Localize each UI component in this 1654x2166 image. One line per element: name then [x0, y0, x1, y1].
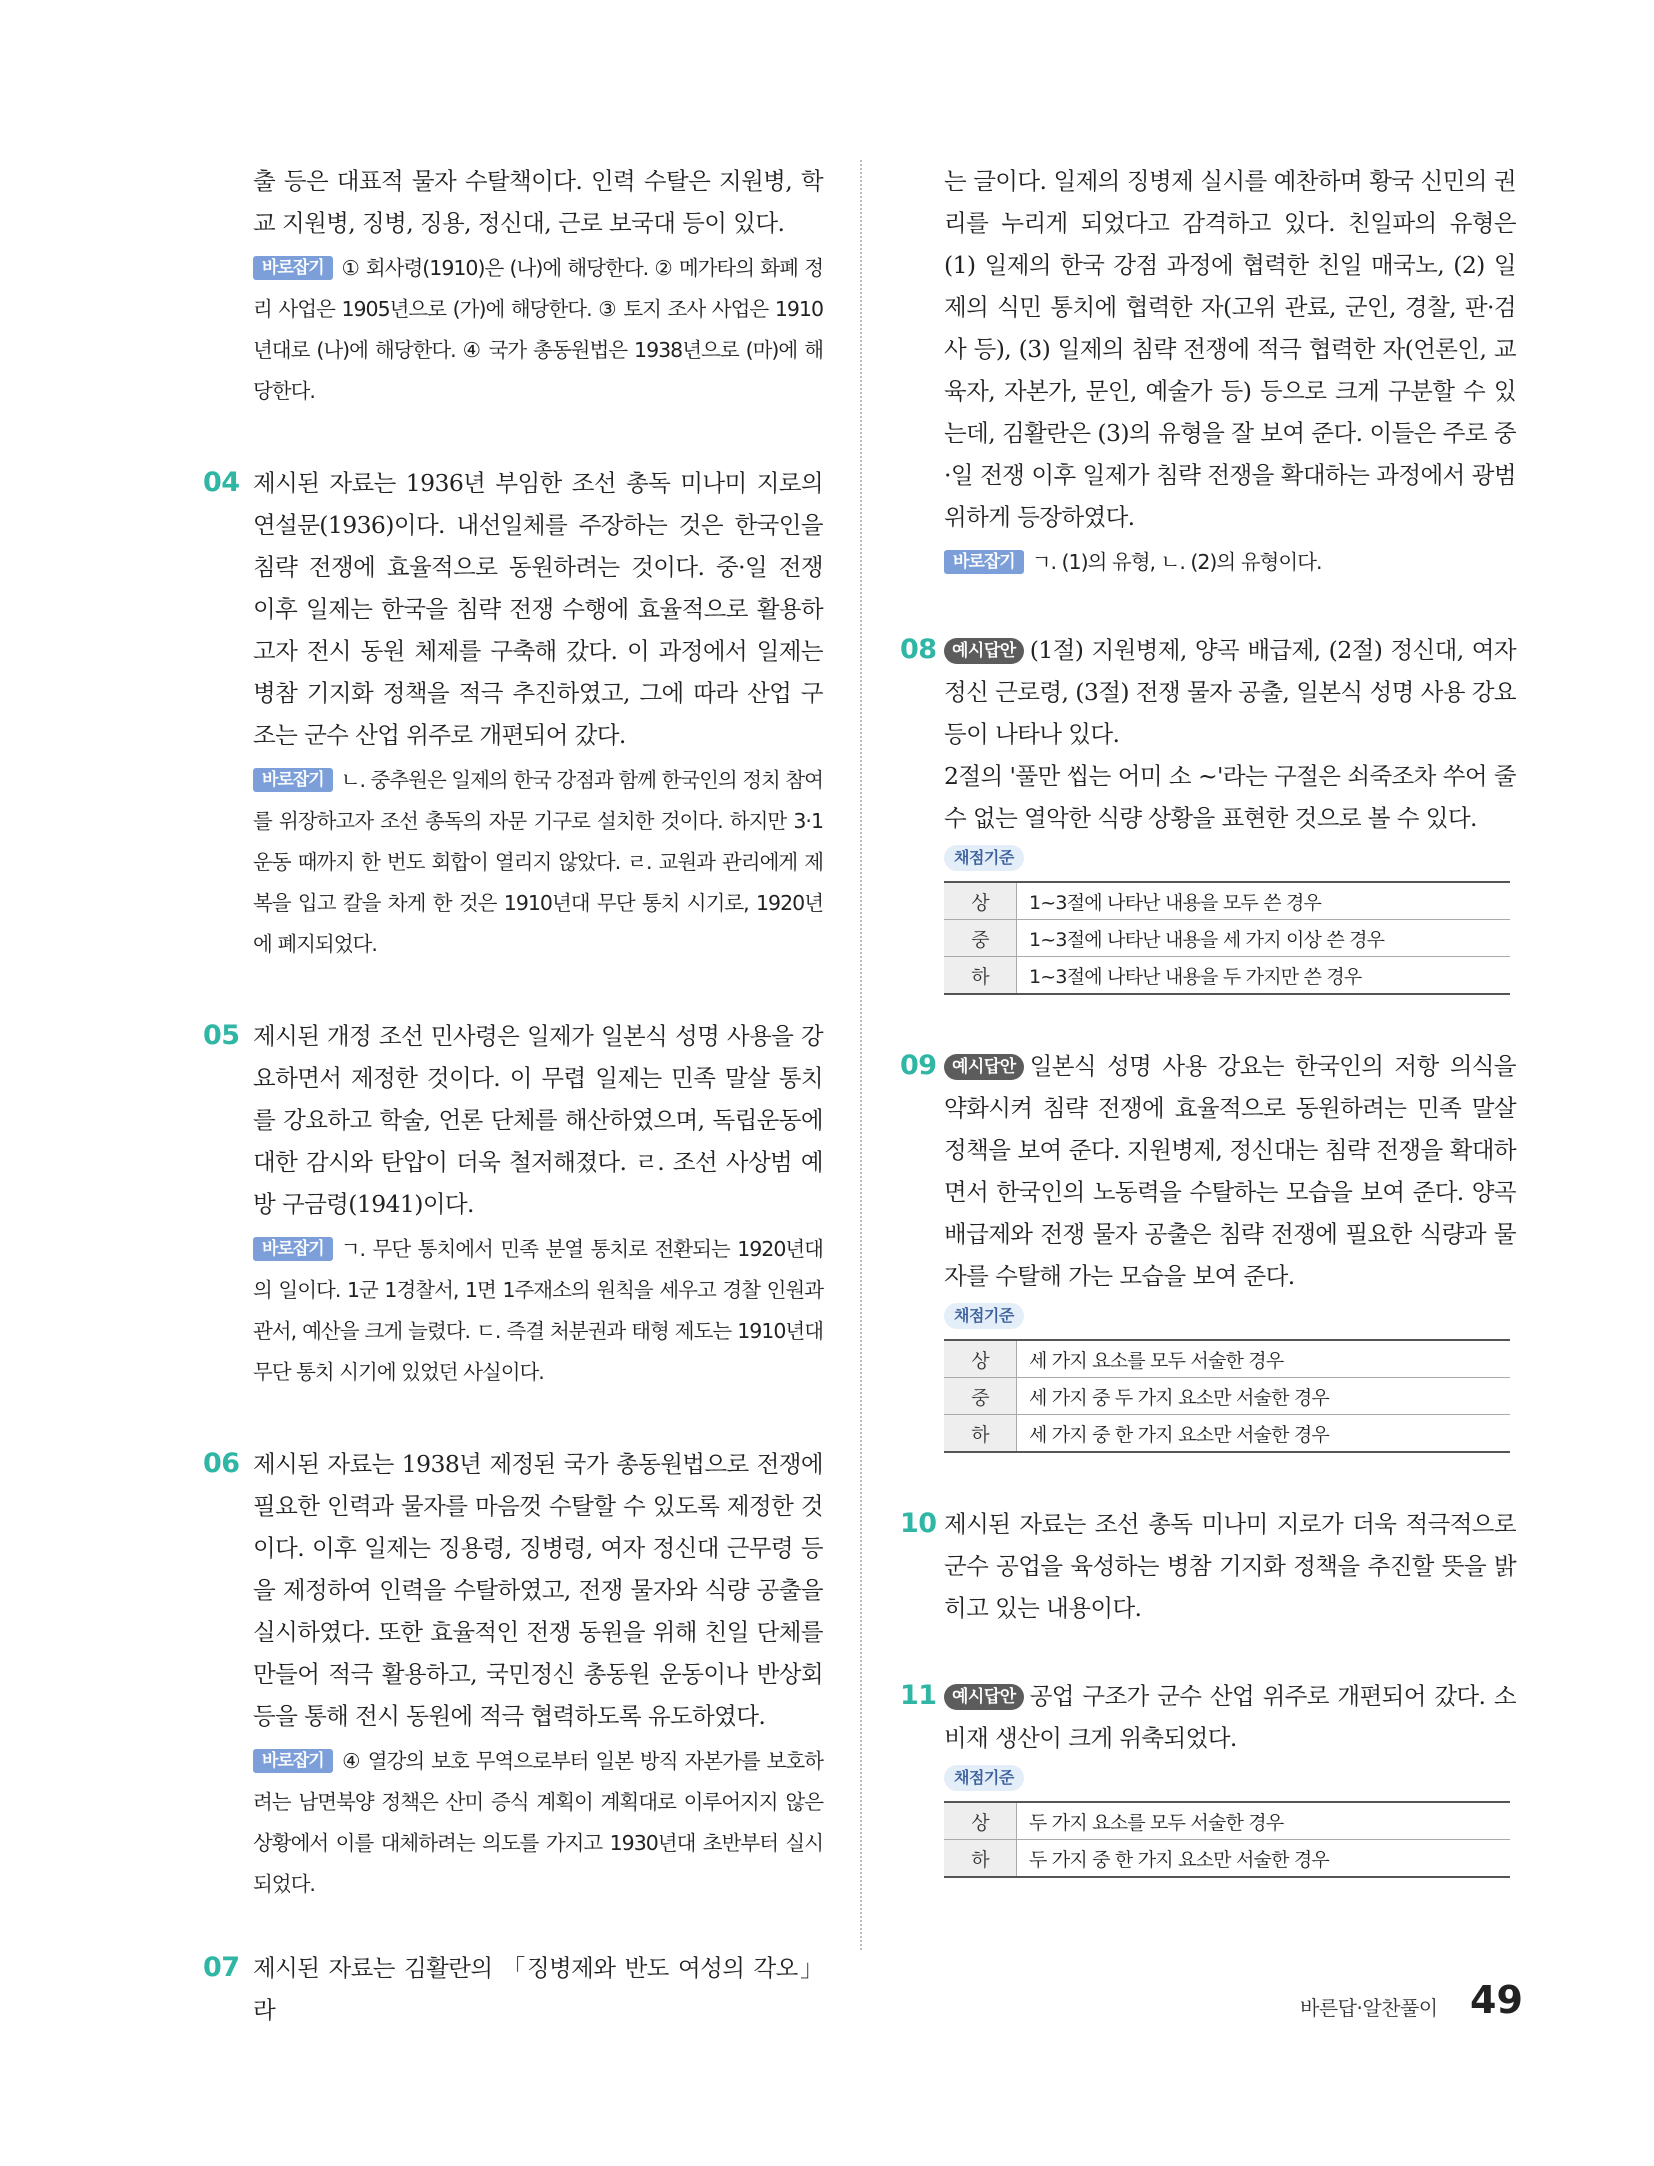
question-number: 05 — [203, 1020, 240, 1051]
question-correction — [253, 1741, 823, 1905]
sample-answer-tag: 예시답안 — [944, 638, 1024, 664]
question-number: 10 — [900, 1508, 937, 1539]
table-row — [944, 882, 1510, 920]
criteria-level: 상 — [944, 882, 1017, 920]
question-09 — [900, 1045, 1516, 1453]
sample-answer-tag: 예시답안 — [944, 1054, 1024, 1080]
criteria-desc: 1~3절에 나타난 내용을 모두 쓴 경우 — [1029, 891, 1322, 914]
table-row — [944, 1378, 1510, 1415]
criteria-level: 하 — [944, 1840, 1017, 1878]
answer-explanation: 2절의 '풀만 씹는 어미 소 ~'라는 구절은 쇠죽조차 쑤어 줄 수 없는 열악한 식량 상황을 표현한 것으로 볼 수 있다. — [944, 762, 1516, 832]
criteria-desc: 두 가지 요소를 모두 서술한 경우 — [1029, 1811, 1284, 1834]
criteria-desc: 세 가지 요소를 모두 서술한 경우 — [1029, 1349, 1284, 1372]
question-body: 제시된 개정 조선 민사령은 일제가 일본식 성명 사용을 강요하면서 제정한 것이다. 이 무렵 일제는 민족 말살 통치를 강요하고 학술, 언론 단체를 해산하였으며, 독립운동에 대한 감시와 탄압이 더욱 철저해졌다. ㄹ. 조선 사상범 예방 구금령(1941)이다. — [253, 1022, 823, 1218]
table-row — [944, 1340, 1510, 1378]
criteria-desc: 1~3절에 나타난 내용을 세 가지 이상 쓴 경우 — [1017, 920, 1511, 957]
scoring-criteria-table — [944, 1339, 1510, 1453]
question-answer — [944, 1045, 1516, 1297]
question-10 — [900, 1503, 1516, 1629]
question-answer — [944, 1675, 1516, 1759]
correction-text: ㄱ. 무단 통치에서 민족 분열 통치로 전환되는 1920년대의 일이다. 1군 1경찰서, 1면 1주재소의 원칙을 세우고 경찰 인원과 관서, 예산을 크게 늘렸다. ㄷ. 즉결 처분권과 태형 제도는 1910년대 무단 통치 시기에 있었던 사실이다. — [253, 1237, 823, 1384]
correction-tag: 바로잡기 — [253, 256, 333, 280]
correction-text: ① 회사령(1910)은 (나)에 해당한다. ② 메가타의 화폐 정리 사업은 1905년으로 (가)에 해당한다. ③ 토지 조사 사업은 1910년대로 (나)에 해당한다. ④ 국가 총동원법은 1938년으로 (마)에 해당한다. — [253, 256, 823, 403]
question-number: 07 — [203, 1952, 240, 1983]
question-06 — [203, 1443, 823, 1905]
answer-text: (1절) 지원병제, 양곡 배급제, (2절) 정신대, 여자 정신 근로령, (3절) 전쟁 물자 공출, 일본식 성명 사용 강요 등이 나타나 있다. — [944, 636, 1516, 748]
question-body: 제시된 자료는 1938년 제정된 국가 총동원법으로 전쟁에 필요한 인력과 물자를 마음껏 수탈할 수 있도록 제정한 것이다. 이후 일제는 징용령, 징병령, 여자 정신대 근무령 등을 제정하여 인력을 수탈하였고, 전쟁 물자와 식량 공출을 실시하였다. 또한 효율적인 전쟁 동원을 위해 친일 단체를 만들어 적극 활용하고, 국민정신 총동원 운동이나 반상회 등을 통해 전시 동원에 적극 협력하도록 유도하였다. — [253, 1450, 823, 1730]
criteria-level: 상 — [944, 1802, 1017, 1840]
question-number: 09 — [900, 1050, 937, 1081]
criteria-desc: 세 가지 중 한 가지 요소만 서술한 경우 — [1017, 1415, 1511, 1453]
criteria-level: 중 — [944, 920, 1017, 957]
criteria-level: 상 — [944, 1340, 1017, 1378]
question-number: 11 — [900, 1680, 937, 1711]
correction-text: ㄱ. (1)의 유형, ㄴ. (2)의 유형이다. — [1031, 550, 1322, 574]
question-body: 제시된 자료는 1936년 부임한 조선 총독 미나미 지로의 연설문(1936)이다. 내선일체를 주장하는 것은 한국인을 침략 전쟁에 효율적으로 동원하려는 것이다. 중·일 전쟁 이후 일제는 한국을 침략 전쟁 수행에 효율적으로 활용하고자 전시 동원 체제를 구축해 갔다. 이 과정에서 일제는 병참 기지화 정책을 적극 추진하였고, 그에 따라 산업 구조는 군수 산업 위주로 개편되어 갔다. — [253, 469, 823, 749]
scoring-criteria-tag: 채점기준 — [944, 1303, 1024, 1329]
question-correction — [253, 760, 823, 965]
question-11 — [900, 1675, 1516, 1878]
scoring-criteria-table — [944, 1801, 1510, 1878]
question-07-continuation — [944, 160, 1516, 583]
question-correction — [253, 1229, 823, 1393]
correction-text: ④ 열강의 보호 무역으로부터 일본 방직 자본가를 보호하려는 남면북양 정책은 산미 증식 계획이 계획대로 이루어지지 않은 상황에서 이를 대체하려는 의도를 가지고 1930년대 초반부터 실시되었다. — [253, 1749, 823, 1896]
intro-body: 출 등은 대표적 물자 수탈책이다. 인력 수탈은 지원병, 학교 지원병, 징병, 징용, 정신대, 근로 보국대 등이 있다. — [253, 167, 823, 237]
question-05 — [203, 1015, 823, 1393]
table-row — [944, 1840, 1510, 1878]
table-row — [944, 1415, 1510, 1453]
column-divider — [860, 160, 862, 1950]
footer-book-label: 바른답·알찬풀이 — [1300, 1996, 1438, 2020]
question-correction — [944, 542, 1516, 583]
question-04 — [203, 462, 823, 965]
correction-text: ㄴ. 중추원은 일제의 한국 강점과 함께 한국인의 정치 참여를 위장하고자 조선 총독의 자문 기구로 설치한 것이다. 하지만 3·1 운동 때까지 한 번도 회합이 열리지 않았다. ㄹ. 교원과 관리에게 제복을 입고 칼을 차게 한 것은 1910년대 무단 통치 시기로, 1920년에 폐지되었다. — [253, 768, 823, 956]
criteria-level: 하 — [944, 1415, 1017, 1453]
question-08 — [900, 629, 1516, 995]
question-number: 08 — [900, 634, 937, 665]
correction-tag: 바로잡기 — [944, 550, 1024, 574]
answer-text: 공업 구조가 군수 산업 위주로 개편되어 갔다. 소비재 생산이 크게 위축되었다. — [944, 1682, 1516, 1752]
right-column — [900, 160, 1516, 1878]
intro-continuation — [253, 160, 823, 412]
question-number: 06 — [203, 1448, 240, 1479]
question-number: 04 — [203, 467, 240, 498]
criteria-desc: 두 가지 중 한 가지 요소만 서술한 경우 — [1017, 1840, 1511, 1878]
intro-correction — [253, 248, 823, 412]
correction-tag: 바로잡기 — [253, 768, 333, 792]
left-column — [203, 160, 823, 2031]
scoring-criteria-tag: 채점기준 — [944, 845, 1024, 871]
criteria-desc: 세 가지 중 두 가지 요소만 서술한 경우 — [1017, 1378, 1511, 1415]
criteria-level: 하 — [944, 957, 1017, 995]
page-number: 49 — [1470, 1978, 1523, 2022]
question-07 — [203, 1947, 823, 2031]
question-body: 는 글이다. 일제의 징병제 실시를 예찬하며 황국 신민의 권리를 누리게 되었다고 감격하고 있다. 친일파의 유형은 (1) 일제의 한국 강점 과정에 협력한 친일 매국노, (2) 일제의 식민 통치에 협력한 자(고위 관료, 군인, 경찰, 판·검사 등), (3) 일제의 침략 전쟁에 적극 협력한 자(언론인, 교육자, 자본가, 문인, 예술가 등) 등으로 크게 구분할 수 있는데, 김활란은 (3)의 유형을 잘 보여 준다. 이들은 주로 중·일 전쟁 이후 일제가 침략 전쟁을 확대하는 과정에서 광범위하게 등장하였다. — [944, 167, 1516, 531]
criteria-desc: 1~3절에 나타난 내용을 두 가지만 쓴 경우 — [1017, 957, 1511, 995]
question-answer — [944, 629, 1516, 755]
scoring-criteria-tag: 채점기준 — [944, 1765, 1024, 1791]
table-row — [944, 920, 1510, 957]
table-row — [944, 1802, 1510, 1840]
question-body: 제시된 자료는 조선 총독 미나미 지로가 더욱 적극적으로 군수 공업을 육성하는 병참 기지화 정책을 추진할 뜻을 밝히고 있는 내용이다. — [944, 1510, 1516, 1622]
correction-tag: 바로잡기 — [253, 1749, 333, 1773]
scoring-criteria-table — [944, 881, 1510, 995]
table-row — [944, 957, 1510, 995]
criteria-level: 중 — [944, 1378, 1017, 1415]
answer-text: 일본식 성명 사용 강요는 한국인의 저항 의식을 약화시켜 침략 전쟁에 효율적으로 동원하려는 민족 말살 정책을 보여 준다. 지원병제, 정신대는 침략 전쟁을 확대하면서 한국인의 노동력을 수탈하는 모습을 보여 준다. 양곡 배급제와 전쟁 물자 공출은 침략 전쟁에 필요한 식량과 물자를 수탈해 가는 모습을 보여 준다. — [944, 1052, 1516, 1290]
correction-tag: 바로잡기 — [253, 1237, 333, 1261]
question-body: 제시된 자료는 김활란의 「징병제와 반도 여성의 각오」라 — [253, 1954, 823, 2024]
sample-answer-tag: 예시답안 — [944, 1684, 1024, 1710]
